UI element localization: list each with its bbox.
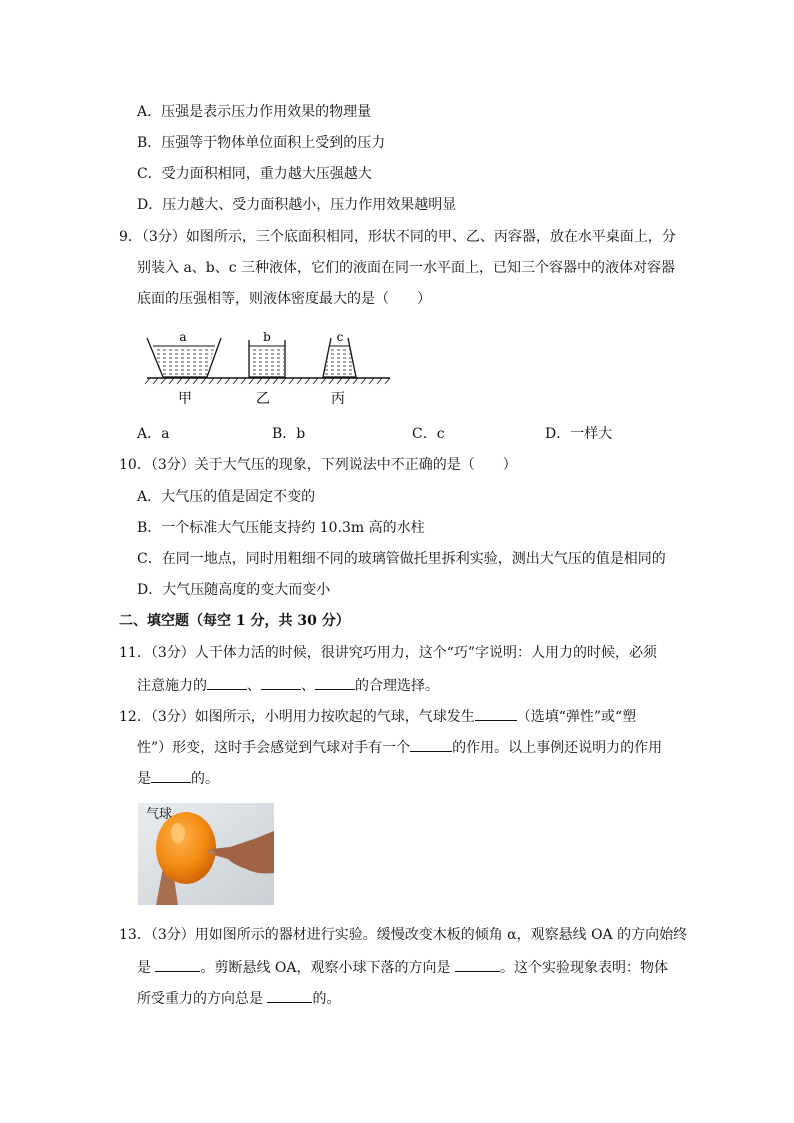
q12-text-1a: 12．（3分）如图所示，小明用力按吹起的气球，气球发生 xyxy=(119,709,475,725)
container-label-bing: 丙 xyxy=(331,391,345,407)
q11-text-a: 注意施力的 xyxy=(137,678,207,694)
q11-blank-1[interactable] xyxy=(207,675,247,690)
q12-blank-3[interactable] xyxy=(151,768,191,783)
q10-option-b: B．一个标准大气压能支持约 10.3m 高的水柱 xyxy=(137,520,425,536)
q12-blank-1[interactable] xyxy=(475,706,517,721)
q11-text-b: 的合理选择。 xyxy=(355,678,439,694)
q8-option-c: C．受力面积相同，重力越大压强越大 xyxy=(137,166,372,182)
q12-text-3b: 的。 xyxy=(191,771,219,787)
balloon-photo xyxy=(138,803,274,905)
q9-options xyxy=(0,424,794,444)
q13-text-3a: 所受重力的方向总是 xyxy=(137,991,268,1007)
container-label-jia: 甲 xyxy=(178,391,192,407)
q11-line2 xyxy=(137,675,439,696)
container-label-yi: 乙 xyxy=(256,391,270,407)
q13-text-3b: 的。 xyxy=(312,991,341,1007)
table-hatching xyxy=(145,378,390,384)
q8-option-b: B．压强等于物体单位面积上受到的压力 xyxy=(137,135,386,151)
q10-option-a: A．大气压的值是固定不变的 xyxy=(137,489,316,505)
q11-blank-3[interactable] xyxy=(315,675,355,690)
q12-line3 xyxy=(137,768,219,789)
q10-option-d: D．大气压随高度的变大而变小 xyxy=(137,582,331,598)
q12-text-3a: 是 xyxy=(137,771,151,787)
q12-text-2b: 的作用。以上事例还说明力的作用 xyxy=(452,740,663,756)
q11-line1: 11．（3分）人干体力活的时候，很讲究巧用力，这个“巧”字说明：人用力的时候，必须 xyxy=(119,645,658,661)
q13-blank-1[interactable] xyxy=(155,957,200,972)
q8-option-d: D．压力越大、受力面积越小，压力作用效果越明显 xyxy=(137,197,457,213)
q12-blank-2[interactable] xyxy=(410,737,452,752)
q9-stem-line3: 底面的压强相等，则液体密度最大的是（ ） xyxy=(137,291,431,307)
liquid-label-b: b xyxy=(263,330,271,344)
q9-stem-line1: 9．（3分）如图所示，三个底面积相同，形状不同的甲、乙、丙容器，放在水平桌面上，分 xyxy=(119,229,676,245)
q12-line1 xyxy=(119,706,636,727)
q8-option-a: A．压强是表示压力作用效果的物理量 xyxy=(137,104,372,120)
q10-stem: 10．（3分）关于大气压的现象，下列说法中不正确的是（ ） xyxy=(119,457,517,473)
q11-sep-1: 、 xyxy=(247,678,261,694)
q12-text-1b: （选填“弹性”或“塑 xyxy=(516,709,637,725)
q9-option-d: D．一样大 xyxy=(545,426,613,442)
q9-option-c: C．c xyxy=(412,426,445,442)
container-yi xyxy=(249,340,285,377)
q13-blank-2[interactable] xyxy=(455,957,500,972)
q9-option-a: A．a xyxy=(137,426,170,442)
balloon xyxy=(156,812,216,884)
q9-stem-line2: 别装入 a、b、c 三种液体，它们的液面在同一水平面上，已知三个容器中的液体对容器 xyxy=(137,260,676,276)
q12-text-2a: 性”）形变，这时手会感觉到气球对手有一个 xyxy=(137,740,411,756)
q11-blank-2[interactable] xyxy=(261,675,301,690)
q13-text-2b: 。剪断悬线 OA，观察小球下落的方向是 xyxy=(200,960,455,976)
q13-text-2a: 是 xyxy=(137,960,156,976)
q11-sep-2: 、 xyxy=(301,678,315,694)
q9-option-b: B．b xyxy=(272,426,306,442)
balloon-label: 气球 xyxy=(146,807,173,822)
q13-line3 xyxy=(137,988,340,1009)
q12-line2 xyxy=(137,737,662,758)
q13-line1: 13．（3分）用如图所示的器材进行实验。缓慢改变木板的倾角 α，观察悬线 OA 的方向始终 xyxy=(119,927,688,943)
containers-figure xyxy=(145,328,395,408)
section-heading: 二、填空题（每空 1 分，共 30 分） xyxy=(119,613,350,629)
q13-blank-3[interactable] xyxy=(267,988,312,1003)
q10-option-c: C．在同一地点，同时用粗细不同的玻璃管做托里拆利实验，测出大气压的值是相同的 xyxy=(137,551,666,567)
liquid-label-a: a xyxy=(179,330,187,344)
liquid-label-c: c xyxy=(336,330,344,344)
q13-line2 xyxy=(137,957,668,978)
q13-text-2c: 。这个实验现象表明：物体 xyxy=(499,960,668,976)
